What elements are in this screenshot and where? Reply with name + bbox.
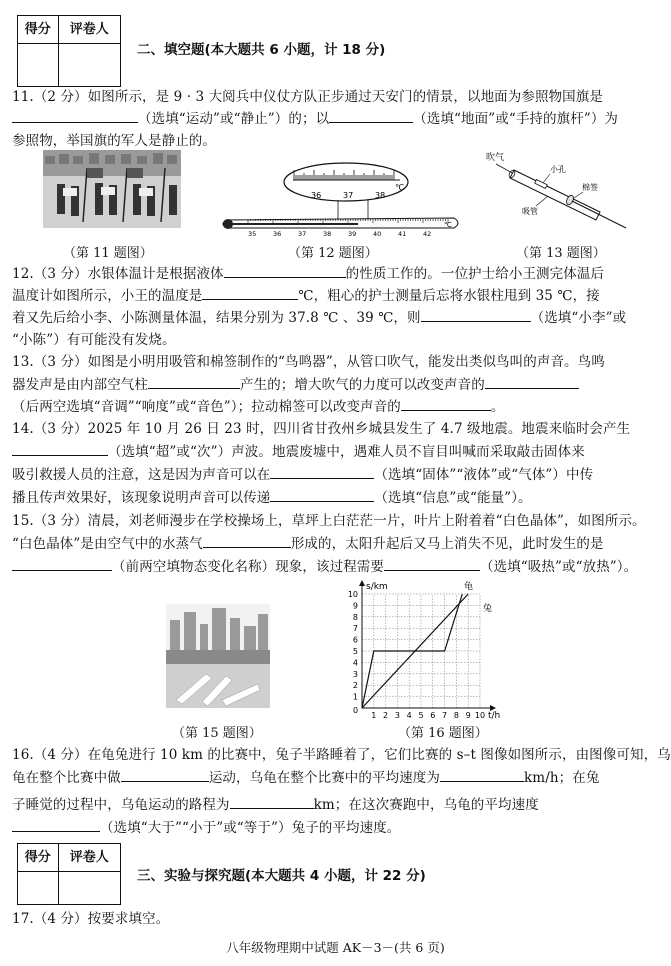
q12-blank3[interactable] <box>421 307 531 322</box>
q16-blank1[interactable] <box>121 767 209 782</box>
q11-blank2[interactable] <box>329 108 413 123</box>
x-tick-label: 4 <box>406 711 412 720</box>
x-tick-label: 1 <box>371 711 377 720</box>
y-tick-label: 1 <box>352 692 358 702</box>
x-tick-label: 10 <box>474 711 486 720</box>
q13-blank3[interactable] <box>401 396 491 411</box>
q15-line3: （前两空填物态变化名称）现象，该过程需要 （选填“吸热”或“放热”）。 <box>12 556 657 578</box>
chart-axes <box>362 582 494 708</box>
scale-unit: ℃ <box>444 221 452 229</box>
x-tick-label: 7 <box>442 711 448 720</box>
y-tick-label: 5 <box>352 647 358 656</box>
q15-blank1[interactable] <box>203 533 291 548</box>
zoom-tick-36: 36 <box>311 191 322 200</box>
y-tick-label: 6 <box>352 635 358 645</box>
frost-photo <box>166 604 270 708</box>
scale-tick: 35 <box>248 230 257 238</box>
rabbit-label: 兔 <box>483 604 493 614</box>
q14-blank2[interactable] <box>270 464 374 479</box>
q15-blank2[interactable] <box>12 556 112 571</box>
q16-line2: 龟在整个比赛中做 运动，乌龟在整个比赛中的平均速度为 km/h；在兔 <box>12 767 657 789</box>
score-box-section2 <box>17 15 121 87</box>
y-tick-label: 2 <box>352 681 358 691</box>
st-chart <box>340 578 510 722</box>
turtle-label: 龟 <box>464 582 474 592</box>
x-tick-label: 6 <box>430 711 436 720</box>
grader-label: 评卷人 <box>59 844 120 872</box>
label-straw: 吸管 <box>522 207 538 216</box>
q14-line4: 播且传声效果好，该现象说明声音可以传递 （选填“信息”或“能量”）。 <box>12 487 657 509</box>
scale-tick: 41 <box>398 230 407 238</box>
scale-tick: 40 <box>373 230 382 238</box>
q15-blank3[interactable] <box>384 556 480 571</box>
q12-line2: 温度计如图所示，小王的温度是 ℃，粗心的护士测量后忘将水银柱甩到 35 ℃，接 <box>12 285 657 307</box>
q17-line1: 17.（4 分）按要求填空。 <box>12 911 170 927</box>
bird-whistle-figure <box>480 148 630 234</box>
grader-input <box>59 44 120 86</box>
y-tick-label: 4 <box>352 658 358 668</box>
zoom-tick-38: 38 <box>375 191 386 200</box>
q14-blank3[interactable] <box>270 487 374 502</box>
section2-title: 二、填空题(本大题共 6 小题，计 18 分) <box>137 42 386 58</box>
score-label: 得分 <box>18 16 59 44</box>
q15-line2: “白色晶体”是由空气中的水蒸气 形成的，太阳升起后又马上消失不见，此时发生的是 <box>12 533 657 555</box>
y-axis-label: s/km <box>366 582 388 592</box>
x-tick-label: 9 <box>465 711 471 720</box>
grader-input <box>59 872 120 904</box>
q12-blank2[interactable] <box>202 285 298 300</box>
q16-line1: 16.（4 分）在龟兔进行 10 km 的比赛中，兔子半路睡着了，它们比赛的 s–t 图像如图所示，由图像可知，乌 <box>12 747 671 763</box>
origin-label: 0 <box>353 706 359 715</box>
scale-tick: 37 <box>298 230 307 238</box>
q16-blank2[interactable] <box>440 767 524 782</box>
score-box-section3 <box>17 843 121 905</box>
thermometer-figure <box>218 160 463 242</box>
q12-line3: 着又先后给小李、小陈测量体温，结果分别为 37.8 ℃ 、39 ℃，则 （选填“小李”或 <box>12 307 657 329</box>
scale-tick: 38 <box>323 230 332 238</box>
q14-line2: （选填“超”或“次”）声波。地震废墟中，遇难人员不盲目叫喊而采取敲击固体来 <box>12 441 657 463</box>
zoom-unit: ℃ <box>395 183 404 192</box>
q13-line1: 13.（3 分）如图是小明用吸管和棉签制作的“鸟鸣器”，从管口吹气，能发出类似鸟叫的声音。鸟鸣 <box>12 354 605 370</box>
label-blow: 吹气 <box>486 153 505 163</box>
q12-line1: 12.（3 分）水银体温计是根据液体 的性质工作的。一位护士给小王测完体温后 <box>12 263 657 285</box>
x-tick-label: 2 <box>383 711 389 720</box>
label-swab: 棉签 <box>582 183 598 192</box>
y-tick-label: 7 <box>352 624 358 634</box>
y-tick-label: 10 <box>347 590 358 599</box>
fig16-caption: （第 16 题图） <box>398 726 488 741</box>
q11-line2: （选填“运动”或“静止”）的；以 （选填“地面”或“手持的旗杆”）为 <box>12 108 657 130</box>
parade-photo <box>43 150 181 228</box>
score-label: 得分 <box>18 844 59 872</box>
q16-blank4[interactable] <box>12 817 100 832</box>
label-hole: 小孔 <box>550 165 566 174</box>
q16-blank3[interactable] <box>230 794 314 809</box>
zoom-tick-37: 37 <box>343 191 354 200</box>
x-axis-label: t/h <box>488 711 501 721</box>
q11-blank1[interactable] <box>12 108 138 123</box>
x-tick-label: 8 <box>453 711 459 720</box>
score-input <box>18 44 59 86</box>
q14-blank1[interactable] <box>12 441 108 456</box>
q12-line4: “小陈”）有可能没有发烧。 <box>12 332 176 348</box>
score-input <box>18 872 59 904</box>
q13-line3: （后两空选填“音调”“响度”或“音色”）；拉动棉签可以改变声音的 。 <box>12 396 657 418</box>
y-tick-label: 9 <box>352 601 358 611</box>
q16-line3: 子睡觉的过程中，乌龟运动的路程为 km；在这次赛跑中，乌龟的平均速度 <box>12 794 657 816</box>
page-footer: 八年级物理期中试题 AK－3－(共 6 页) <box>226 940 445 955</box>
q14-line3: 吸引救援人员的注意，这是因为声音可以在 （选填“固体”“液体”或“气体”）中传 <box>12 464 657 486</box>
q11-line1: 11.（2 分）如图所示，是 9 · 3 大阅兵中仪仗方队正步通过天安门的情景，以地面为参照物国旗是 <box>12 89 603 105</box>
fig11-caption: （第 11 题图） <box>63 246 153 261</box>
fig13-caption: （第 13 题图） <box>516 246 606 261</box>
x-tick-label: 5 <box>418 711 424 720</box>
q12-blank1[interactable] <box>224 263 346 278</box>
q15-line1: 15.（3 分）清晨，刘老师漫步在学校操场上，草坪上白茫茫一片，叶片上附着着“白色晶体”，如图所示。 <box>12 513 646 529</box>
scale-tick: 36 <box>273 230 282 238</box>
y-tick-label: 3 <box>352 669 358 679</box>
scale-tick: 39 <box>348 230 357 238</box>
fig12-caption: （第 12 题图） <box>288 246 378 261</box>
q13-blank1[interactable] <box>148 374 240 389</box>
grader-label: 评卷人 <box>59 16 120 44</box>
q14-line1: 14.（3 分）2025 年 10 月 26 日 23 时，四川省甘孜州乡城县发生了 4.7 级地震。地震来临时会产生 <box>12 421 631 437</box>
section3-title: 三、实验与探究题(本大题共 4 小题，计 22 分) <box>137 868 426 884</box>
y-axis-arrow <box>359 580 365 586</box>
y-tick-label: 8 <box>352 612 358 622</box>
q16-line4: （选填“大于”“小于”或“等于”）兔子的平均速度。 <box>12 817 657 839</box>
q13-line2: 器发声是由内部空气柱 产生的；增大吹气的力度可以改变声音的 <box>12 374 657 396</box>
x-tick-label: 3 <box>394 711 400 720</box>
q11-line3: 参照物，举国旗的军人是静止的。 <box>12 133 216 149</box>
q13-blank2[interactable] <box>485 374 579 389</box>
scale-tick: 42 <box>423 230 432 238</box>
fig15-caption: （第 15 题图） <box>172 726 262 741</box>
